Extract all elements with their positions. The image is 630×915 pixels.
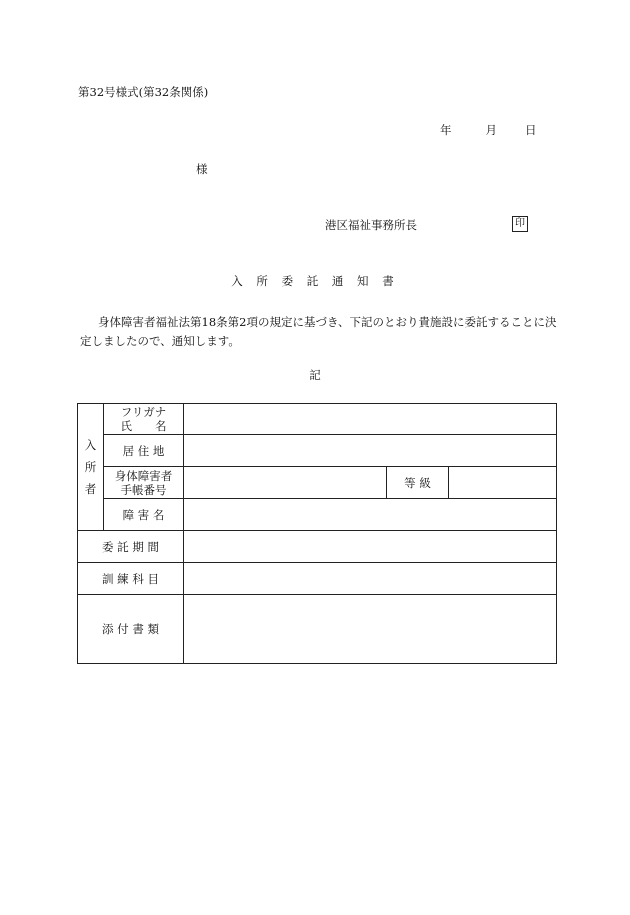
detail-table [77, 403, 557, 664]
form-number: 第32号様式(第32条関係) [78, 85, 209, 99]
date-line [440, 122, 537, 138]
period-label: 委 託 期 間 [78, 531, 184, 563]
table-row-period [78, 531, 557, 563]
training-field[interactable] [184, 563, 557, 595]
handbook-label: 身体障害者 手帳番号 [104, 467, 184, 499]
side-label-nyusho: 入 所 者 [78, 404, 104, 531]
issuer: 港区福祉事務所長 [325, 218, 417, 232]
handbook-number-field[interactable] [184, 467, 387, 499]
training-label: 訓 練 科 目 [78, 563, 184, 595]
ki-heading: 記 [309, 368, 321, 382]
table-row-name [78, 404, 557, 435]
grade-label: 等 級 [387, 467, 449, 499]
table-row-attachments [78, 595, 557, 664]
table-row-address [78, 435, 557, 467]
grade-field[interactable] [449, 467, 557, 499]
address-field[interactable] [184, 435, 557, 467]
document-title: 入 所 委 託 通 知 書 [231, 274, 399, 288]
attachments-field[interactable] [184, 595, 557, 664]
addressee-suffix: 様 [196, 162, 208, 176]
date-month: 月 [485, 123, 497, 137]
table-row-disability [78, 499, 557, 531]
disability-field[interactable] [184, 499, 557, 531]
date-year: 年 [440, 123, 452, 137]
seal-mark: 印 [512, 216, 528, 232]
period-field[interactable] [184, 531, 557, 563]
name-label [104, 404, 184, 435]
name-field[interactable] [184, 404, 557, 435]
shimei-label: 氏 名 [120, 419, 167, 433]
disability-label: 障 害 名 [104, 499, 184, 531]
table-row-training [78, 563, 557, 595]
table-row-handbook [78, 467, 557, 499]
body-text: 身体障害者福祉法第18条第2項の規定に基づき、下記のとおり貴施設に委託することに決定しましたので、通知します。 [80, 315, 557, 348]
address-label: 居 住 地 [104, 435, 184, 467]
date-day: 日 [525, 123, 537, 137]
attachments-label: 添 付 書 類 [78, 595, 184, 664]
furigana-label: フリガナ [120, 405, 167, 419]
